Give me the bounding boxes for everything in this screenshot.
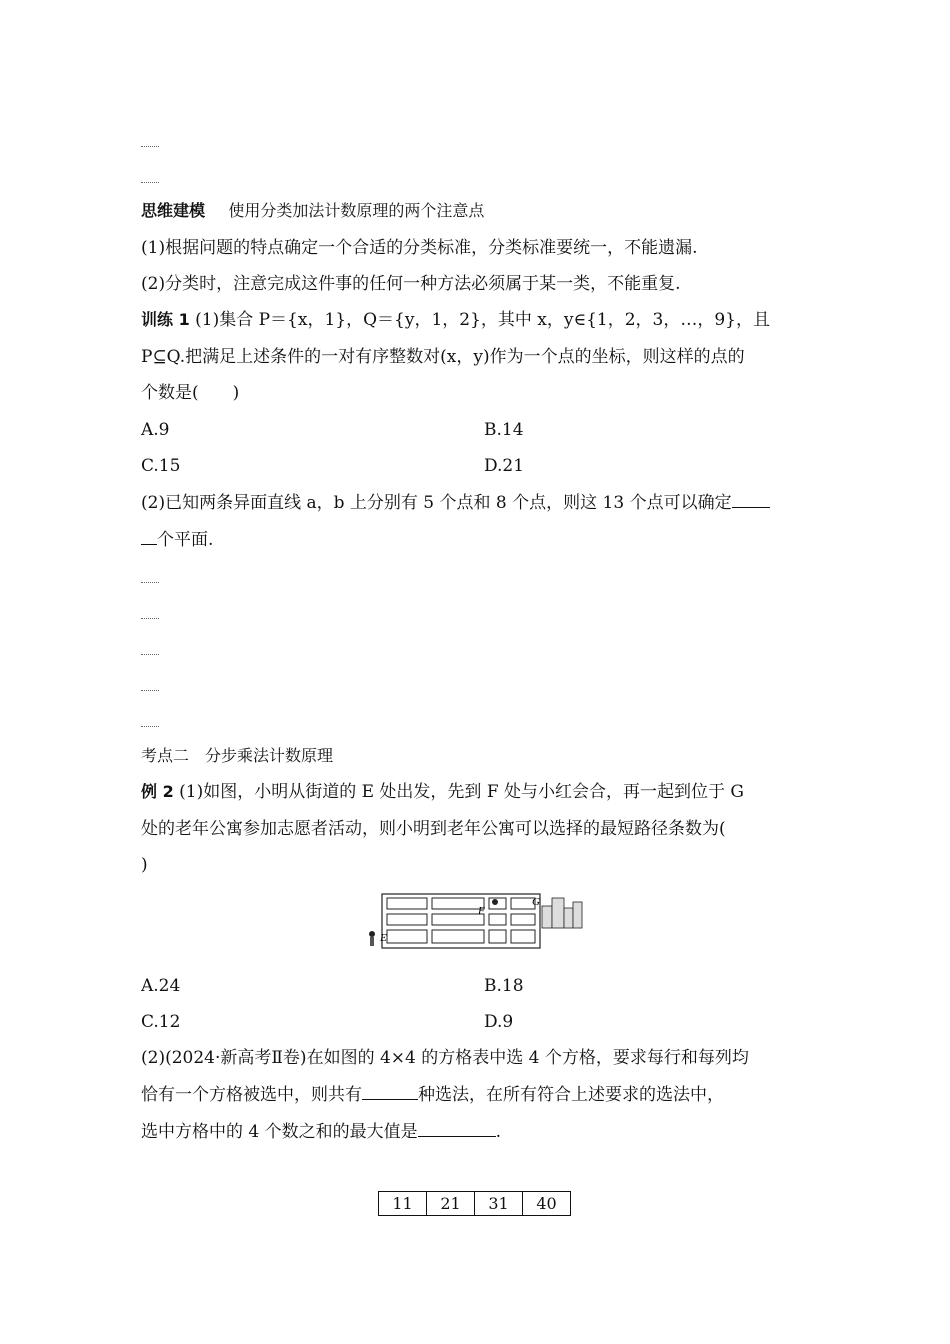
training1-q1-text: (1)集合 P＝{x，1}，Q＝{y，1，2}，其中 x，y∈{1，2，3，…，9}，且 xyxy=(195,310,770,330)
example2-option-a: A.24 xyxy=(141,976,181,996)
dotted-marker xyxy=(141,182,159,184)
example2-q2-text3a: 选中方格中的 4 个数之和的最大值是 xyxy=(141,1122,418,1142)
example2-option-b: B.18 xyxy=(484,976,524,996)
example2-q1-line3: ) xyxy=(141,855,148,875)
number-grid xyxy=(378,1191,571,1216)
dotted-marker xyxy=(141,146,159,148)
training1-q2-text2: 个平面. xyxy=(157,530,214,550)
example2-q2-text3b: . xyxy=(495,1122,502,1142)
training1-q1-line3: 个数是( ) xyxy=(141,383,240,403)
example2-q1-line2: 处的老年公寓参加志愿者活动，则小明到老年公寓可以选择的最短路径条数为( xyxy=(141,819,726,839)
training1-label: 训练 1 xyxy=(141,310,190,329)
example2-option-c: C.12 xyxy=(141,1012,181,1032)
section2-title: 考点二 分步乘法计数原理 xyxy=(141,746,334,765)
example2-q1-text: (1)如图，小明从街道的 E 处出发，先到 F 处与小红会合，再一起到位于 G xyxy=(179,782,745,802)
answer-blank xyxy=(732,491,770,508)
model-point-2: (2)分类时，注意完成这件事的任何一种方法必须属于某一类，不能重复. xyxy=(141,274,681,294)
training1-q2-line2 xyxy=(141,528,213,552)
training1-q1-line2: P⊆Q.把满足上述条件的一对有序整数对(x，y)作为一个点的坐标，则这样的点的 xyxy=(141,347,745,367)
grid-cell: 40 xyxy=(523,1192,571,1216)
dotted-marker xyxy=(141,654,159,656)
example2-q2-text2a: 恰有一个方格被选中，则共有 xyxy=(141,1085,362,1105)
dotted-marker xyxy=(141,582,159,584)
model-point-1: (1)根据问题的特点确定一个合适的分类标准，分类标准要统一，不能遗漏. xyxy=(141,238,698,258)
table-row xyxy=(379,1192,571,1216)
answer-blank xyxy=(141,528,157,545)
example2-label: 例 2 xyxy=(141,782,174,801)
example2-q2-line3 xyxy=(141,1120,501,1144)
example2-q2-line2 xyxy=(141,1083,724,1107)
dotted-marker xyxy=(141,726,159,728)
training1-q1-line1 xyxy=(141,308,770,332)
grid-cell: 21 xyxy=(427,1192,475,1216)
training1-option-c: C.15 xyxy=(141,456,181,476)
example2-q1-line1 xyxy=(141,780,744,804)
example2-q2-text2b: 种选法，在所有符合上述要求的选法中， xyxy=(418,1085,724,1105)
training1-option-a: A.9 xyxy=(141,420,170,440)
figure-label-g: G xyxy=(532,896,540,908)
figure-label-f: F xyxy=(478,905,485,917)
model-heading xyxy=(141,199,484,223)
grid-cell: 31 xyxy=(475,1192,523,1216)
example2-option-d: D.9 xyxy=(484,1012,514,1032)
training1-q2-text: (2)已知两条异面直线 a，b 上分别有 5 个点和 8 个点，则这 13 个点可以确定 xyxy=(141,493,732,513)
training1-option-b: B.14 xyxy=(484,420,524,440)
model-title: 思维建模 xyxy=(141,201,206,220)
example2-q2-line1: (2)(2024·新高考Ⅱ卷)在如图的 4×4 的方格表中选 4 个方格，要求每行和每列均 xyxy=(141,1048,749,1068)
training1-option-d: D.21 xyxy=(484,456,525,476)
dotted-marker xyxy=(141,618,159,620)
street-grid-figure xyxy=(362,888,588,954)
training1-q2-line1 xyxy=(141,491,770,515)
figure-label-e: E xyxy=(380,932,387,944)
answer-blank xyxy=(418,1120,496,1137)
dotted-marker xyxy=(141,690,159,692)
answer-blank xyxy=(362,1083,418,1100)
grid-cell: 11 xyxy=(379,1192,427,1216)
model-subtitle: 使用分类加法计数原理的两个注意点 xyxy=(228,201,485,220)
